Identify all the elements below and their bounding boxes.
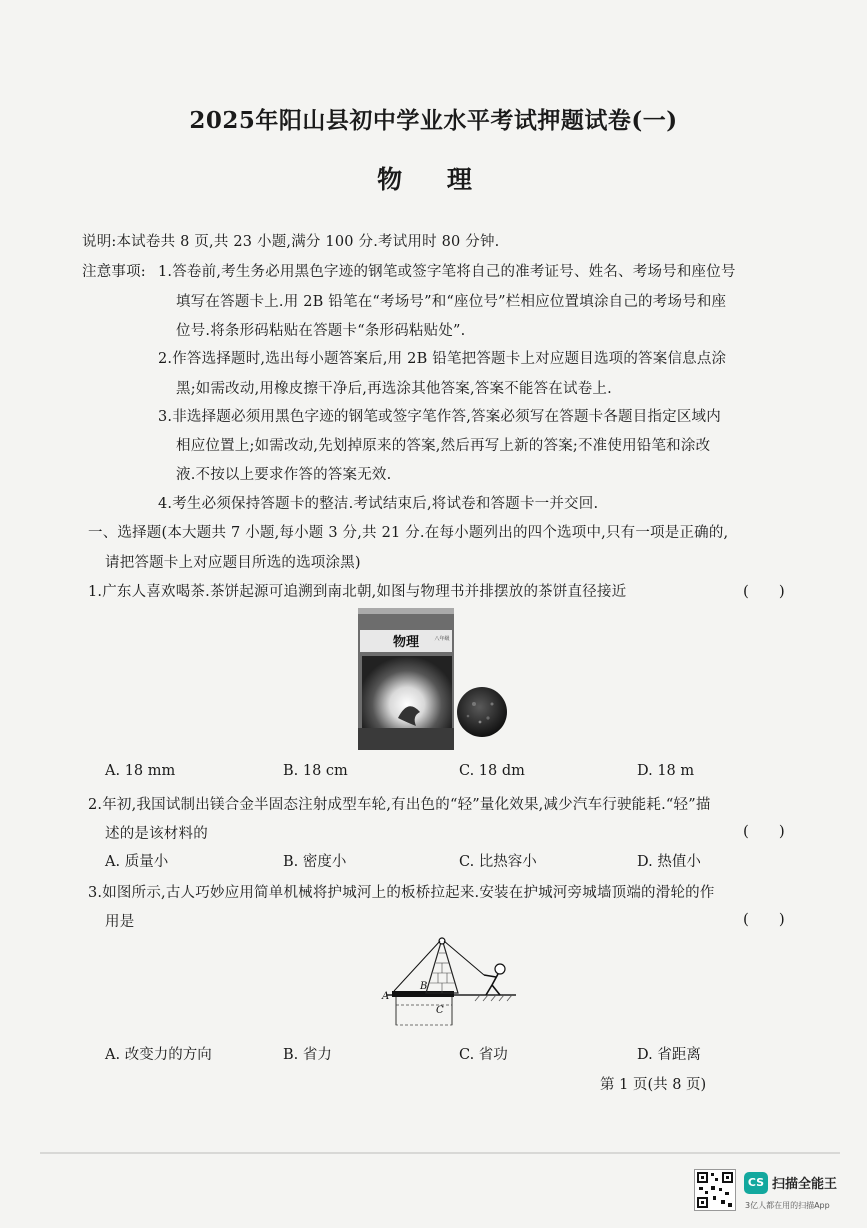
- camscanner-tagline: 3亿人都在用的扫描App: [745, 1201, 830, 1210]
- question-3-option-c: C. 省功: [459, 1047, 508, 1063]
- question-2-answer-paren: ( ): [743, 822, 785, 840]
- label-a: A: [382, 991, 390, 1002]
- subject-title: 物 理: [377, 165, 490, 194]
- question-1-option-a: A. 18 mm: [105, 763, 176, 779]
- question-2-option-d: D. 热值小: [637, 854, 701, 870]
- section-heading-line-1: 一、选择题(本大题共 7 小题,每小题 3 分,共 21 分.在每小题列出的四个选项中,只有一项是正确的,: [88, 525, 729, 541]
- section-heading-line-2: 请把答题卡上对应题目所选的选项涂黑): [105, 555, 361, 571]
- drawbridge-pulley-figure: [380, 935, 520, 1030]
- question-1-option-d: D. 18 m: [637, 763, 695, 779]
- instruction-1-line-2: 填写在答题卡上.用 2B 铅笔在“考场号”和“座位号”栏相应位置填涂自己的考场号和座: [176, 294, 727, 310]
- question-1-option-b: B. 18 cm: [283, 763, 348, 779]
- question-3-option-d: D. 省距离: [637, 1047, 701, 1063]
- book-and-tea-cake-figure: [358, 608, 510, 751]
- exam-note: 说明:本试卷共 8 页,共 23 小题,满分 100 分.考试用时 80 分钟.: [82, 234, 500, 250]
- instruction-1-line-3: 位号.将条形码粘贴在答题卡“条形码粘贴处”.: [176, 323, 466, 339]
- question-3-stem-line-2: 用是: [105, 914, 135, 930]
- page-number: 第 1 页(共 8 页): [600, 1077, 707, 1093]
- instruction-3-line-1: 3.非选择题必须用黑色字迹的钢笔或签字笔作答,答案必须写在答题卡各题目指定区域内: [158, 409, 721, 425]
- camscanner-name: 扫描全能王: [772, 1177, 838, 1192]
- person: [495, 964, 505, 974]
- exam-title: 2025年阳山县初中学业水平考试押题试卷(一): [189, 107, 678, 134]
- instruction-1-line-1: 1.答卷前,考生务必用黑色字迹的钢笔或签字笔将自己的准考证号、姓名、考场号和座位号: [158, 264, 736, 280]
- label-c: C: [436, 1005, 444, 1016]
- question-2-stem-line-1: 2.年初,我国试制出镁合金半固态注射成型车轮,有出色的“轻”量化效果,减少汽车行驶能耗.“轻”描: [88, 797, 711, 813]
- instruction-2-line-2: 黑;如需改动,用橡皮擦干净后,再选涂其他答案,答案不能答在试卷上.: [176, 381, 612, 397]
- instruction-3-line-3: 液.不按以上要求作答的答案无效.: [176, 467, 392, 483]
- question-3-option-b: B. 省力: [283, 1047, 332, 1063]
- instruction-2-line-1: 2.作答选择题时,选出每小题答案后,用 2B 铅笔把答题卡上对应题目选项的答案信息点涂: [158, 351, 727, 367]
- precautions-label: 注意事项:: [82, 264, 146, 280]
- question-1-stem: 1.广东人喜欢喝茶.茶饼起源可追溯到南北朝,如图与物理书并排摆放的茶饼直径接近: [88, 584, 627, 600]
- question-2-option-c: C. 比热容小: [459, 854, 537, 870]
- question-2-stem-line-2: 述的是该材料的: [105, 826, 208, 842]
- instruction-4-line-1: 4.考生必须保持答题卡的整洁.考试结束后,将试卷和答题卡一并交回.: [158, 496, 599, 512]
- question-2-option-b: B. 密度小: [283, 854, 347, 870]
- question-1-answer-paren: ( ): [743, 582, 785, 600]
- question-3-stem-line-1: 3.如图所示,古人巧妙应用简单机械将护城河上的板桥拉起来.安装在护城河旁城墙顶端的滑轮的作: [88, 885, 715, 901]
- tea-cake: [457, 687, 507, 737]
- question-3-option-a: A. 改变力的方向: [105, 1047, 212, 1063]
- question-2-option-a: A. 质量小: [105, 854, 169, 870]
- divider: [40, 1152, 840, 1154]
- instruction-3-line-2: 相应位置上;如需改动,先划掉原来的答案,然后再写上新的答案;不准使用铅笔和涂改: [176, 438, 711, 454]
- question-3-answer-paren: ( ): [743, 910, 785, 928]
- question-1-option-c: C. 18 dm: [459, 763, 525, 779]
- qr-code-icon[interactable]: [694, 1169, 736, 1211]
- book-grade-label: 八年级: [434, 636, 450, 642]
- label-b: B: [420, 981, 428, 992]
- camscanner-logo-icon: CS: [744, 1172, 768, 1194]
- book-title-label: 物理: [392, 635, 420, 650]
